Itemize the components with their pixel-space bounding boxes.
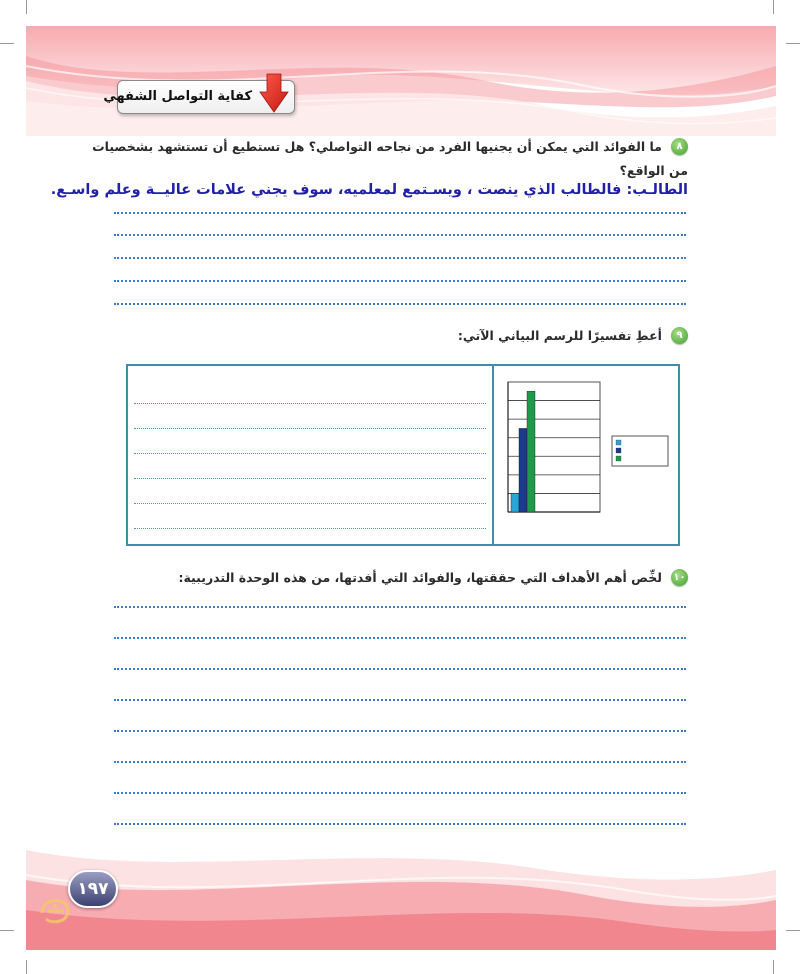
bar-series-1 [511,493,519,512]
answer-line[interactable] [114,234,686,236]
bar-series-3 [527,391,535,512]
publisher-logo-icon [38,895,72,925]
crop-mark [26,960,27,974]
crop-mark [26,0,27,14]
answer-line[interactable] [114,637,686,639]
legend-swatch-3 [616,456,621,461]
question-text-continued: من الواقع؟ [619,163,688,178]
crop-mark [0,43,14,44]
question-8-continued [620,160,688,179]
answer-line[interactable] [114,212,686,214]
explanation-line[interactable] [134,403,486,404]
question-9 [458,325,688,344]
explanation-line[interactable] [134,503,486,504]
page-number: ١٩٧ [68,870,118,908]
bottom-decorative-band [26,840,776,950]
answer-line[interactable] [114,668,686,670]
question-number-badge: ٨ [671,138,688,155]
answer-line[interactable] [114,823,686,825]
answer-line[interactable] [114,792,686,794]
answer-line[interactable] [114,730,686,732]
question-number-badge: ٩ [671,327,688,344]
answer-line[interactable] [114,761,686,763]
explanation-line[interactable] [134,453,486,454]
crop-mark [786,930,800,931]
chart-frame-divider [492,364,494,546]
answer-line[interactable] [114,257,686,259]
bar-series-2 [519,428,527,512]
answer-line[interactable] [114,606,686,608]
explanation-line[interactable] [134,528,486,529]
question-10 [178,567,688,586]
answer-line[interactable] [114,303,686,305]
arrow-down-icon [258,72,290,114]
question-8 [92,136,688,155]
crop-mark [786,43,800,44]
section-title: كفاية التواصل الشفهي [103,89,252,104]
question-text: لخِّص أهم الأهداف التي حققتها، والفوائد التي أفدتها، من هذه الوحدة التدريبية: [178,570,662,585]
crop-mark [773,960,774,974]
handwritten-answer: الطالـب: فالطالب الذي ينصت ، ويسـتمع لمعلميه، سوف يجني علامات عاليــة وعلم واسـع. [50,182,688,198]
bar-chart [500,378,675,528]
legend-swatch-2 [616,448,621,453]
explanation-line[interactable] [134,478,486,479]
question-text: أعطِ تفسيرًا للرسم البياني الآتي: [457,328,662,343]
answer-line[interactable] [114,280,686,282]
crop-mark [0,930,14,931]
question-text: ما الفوائد التي يمكن أن يجنيها الفرد من نجاحه التواصلي؟ هل تستطيع أن تستشهد بشخصيات [92,139,662,154]
legend-swatch-1 [616,440,621,445]
explanation-line[interactable] [134,428,486,429]
answer-line[interactable] [114,699,686,701]
crop-mark [773,0,774,14]
question-number-badge: ١٠ [671,569,688,586]
